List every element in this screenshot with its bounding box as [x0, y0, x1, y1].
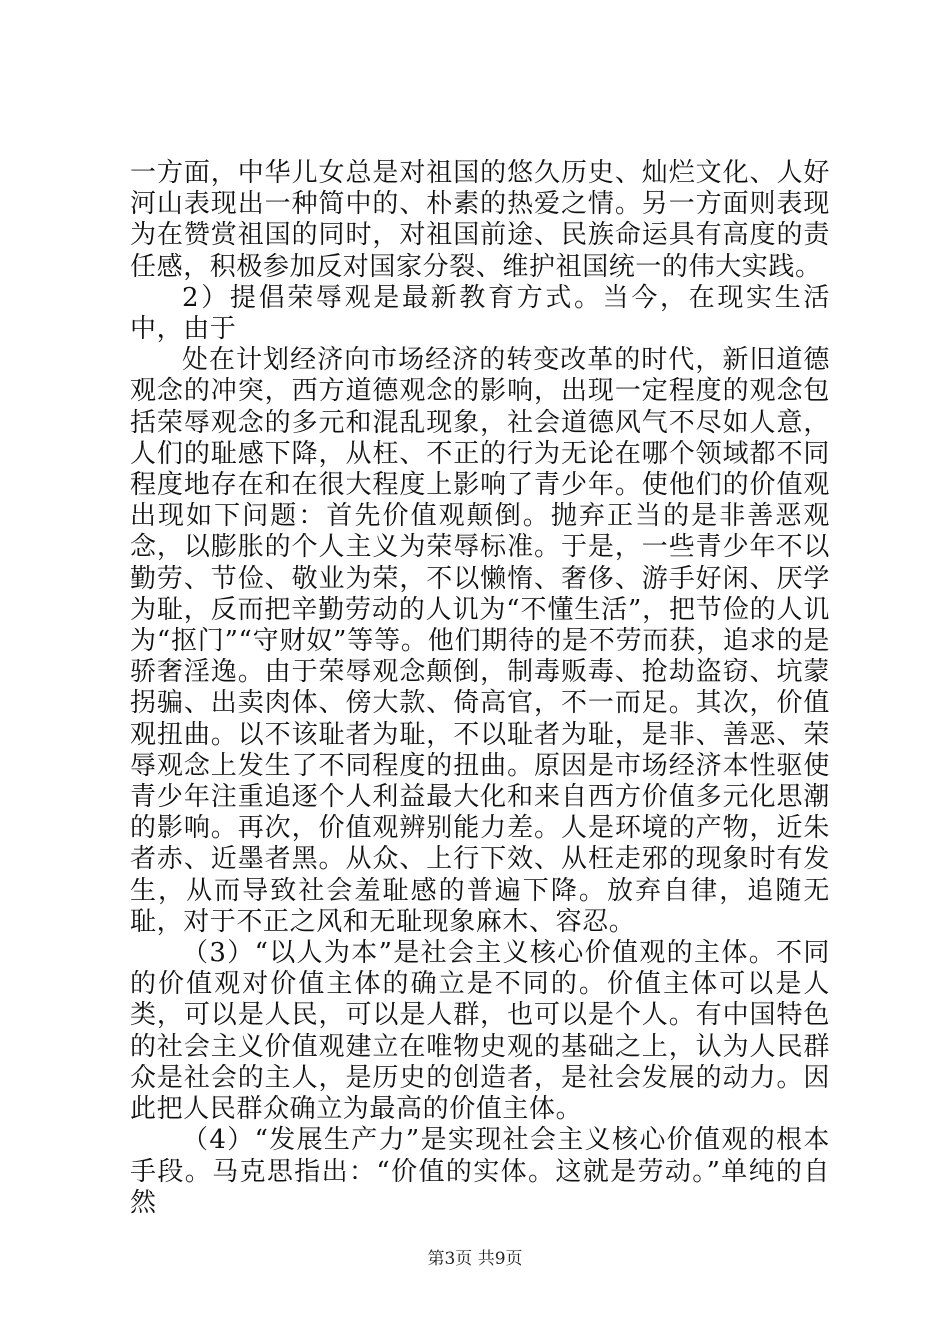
paragraph-value-problems: 处在计划经济向市场经济的转变改革的时代，新旧道德观念的冲突，西方道德观念的影响，出现一定程度的观念包括荣辱观念的多元和混乱现象，社会道德风气不尽如人意，人们的耻感下降，从枉、不正的行为无论在哪个领域都不同程度地存在和在很大程度上影响了青少年。使他们的价值观出现如下问题：首先价值观颠倒。抛弃正当的是非善恶观念，以膨胀的个人主义为荣辱标准。于是，一些青少年不以勤劳、节俭、敬业为荣，不以懒惰、奢侈、游手好闲、厌学为耻，反而把辛勤劳动的人讥为“不懂生活”，把节俭的人讥为“抠门”“守财奴”等等。他们期待的是不劳而获，追求的是骄奢淫逸。由于荣辱观念颠倒，制毒贩毒、抢劫盗窃、坑蒙拐骗、出卖肉体、傍大款、倚高官，不一而足。其次，价值观扭曲。以不该耻者为耻，不以耻者为耻，是非、善恶、荣辱观念上发生了不同程度的扭曲。原因是市场经济本性驱使青少年注重追逐个人利益最大化和来自西方价值多元化思潮的影响。再次，价值观辨别能力差。人是环境的产物，近朱者赤、近墨者黑。从众、上行下效、从枉走邪的现象时有发生，从而导致社会羞耻感的普遍下降。放弃自律，追随无耻，对于不正之风和无耻现象麻木、容忍。	[130, 345, 830, 937]
page-number-footer: 第3页 共9页	[427, 1249, 523, 1269]
paragraph-honor-shame-heading: 2）提倡荣辱观是最新教育方式。当今，在现实生活中，由于	[130, 282, 830, 345]
paragraph-patriotism: 一方面，中华儿女总是对祖国的悠久历史、灿烂文化、人好河山表现出一种简中的、朴素的热爱之情。另一方面则表现为在赞赏祖国的同时，对祖国前途、民族命运具有高度的责任感，积极参加反对国家分裂、维护祖国统一的伟大实践。	[130, 158, 830, 282]
paragraph-productivity: （4）“发展生产力”是实现社会主义核心价值观的根本手段。马克思指出：“价值的实体。这就是劳动。”单纯的自然	[130, 1125, 830, 1218]
paragraph-people-oriented: （3）“以人为本”是社会主义核心价值观的主体。不同的价值观对价值主体的确立是不同的。价值主体可以是人类，可以是人民，可以是人群，也可以是个人。有中国特色的社会主义价值观建立在唯物史观的基础之上，认为人民群众是社会的主人，是历史的创造者，是社会发展的动力。因此把人民群众确立为最高的价值主体。	[130, 938, 830, 1125]
document-body	[130, 158, 830, 1219]
